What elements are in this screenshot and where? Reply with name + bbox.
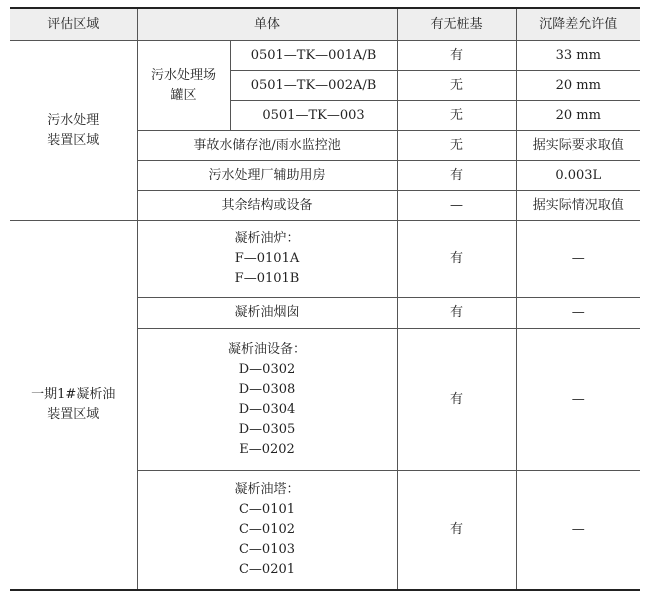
unit-cell: 0501—TK—002A/B xyxy=(230,71,397,101)
area-cell-condensate xyxy=(10,221,137,590)
unit-item: D—0304 xyxy=(238,401,296,417)
unit-cell-chimney: 凝析油烟囱 xyxy=(137,298,397,329)
unit-cell-tower xyxy=(137,471,397,590)
pile-cell: 无 xyxy=(397,71,516,101)
settlement-cell: 20 mm xyxy=(516,71,640,101)
pile-cell: 有 xyxy=(397,471,516,590)
settlement-cell: 据实际情况取值 xyxy=(516,191,640,221)
area-label-line2: 装置区域 xyxy=(47,132,100,148)
unit-cell: 其余结构或设备 xyxy=(137,191,397,221)
pile-cell: 有 xyxy=(397,161,516,191)
unit-item: E—0202 xyxy=(239,441,295,457)
unit-item: C—0201 xyxy=(238,561,296,577)
unit-cell: 0501—TK—003 xyxy=(230,101,397,131)
header-unit: 单体 xyxy=(137,8,397,41)
unit-cell-equipment xyxy=(137,329,397,471)
pile-cell: 有 xyxy=(397,298,516,329)
header-settlement: 沉降差允许值 xyxy=(516,8,640,41)
header-area: 评估区域 xyxy=(10,8,137,41)
unit-cell: 0501—TK—001A/B xyxy=(230,41,397,71)
area-label-line1: 污水处理 xyxy=(47,112,100,128)
unit-item: C—0103 xyxy=(238,541,296,557)
unit-group-title: 凝析油炉： xyxy=(234,231,300,246)
unit-cell: 事故水储存池/雨水监控池 xyxy=(137,131,397,161)
settlement-table xyxy=(10,7,640,591)
settlement-cell: — xyxy=(516,329,640,471)
unit-item: C—0102 xyxy=(238,521,296,537)
settlement-cell: 据实际要求取值 xyxy=(516,131,640,161)
subarea-cell-tank-farm xyxy=(137,41,230,131)
unit-item: F—0101B xyxy=(234,271,300,286)
settlement-cell: — xyxy=(516,298,640,329)
unit-item: C—0101 xyxy=(238,501,296,517)
unit-group-title: 凝析油设备： xyxy=(228,341,307,357)
unit-item: D—0305 xyxy=(238,421,296,437)
pile-cell: 无 xyxy=(397,101,516,131)
unit-cell: 污水处理厂辅助用房 xyxy=(137,161,397,191)
header-row xyxy=(10,8,640,41)
settlement-table-container xyxy=(10,7,640,591)
pile-cell: 无 xyxy=(397,131,516,161)
pile-cell: — xyxy=(397,191,516,221)
settlement-cell: 20 mm xyxy=(516,101,640,131)
settlement-cell: 33 mm xyxy=(516,41,640,71)
table-row xyxy=(10,41,640,71)
pile-cell: 有 xyxy=(397,41,516,71)
unit-cell-furnace xyxy=(137,221,397,298)
unit-group-title: 凝析油塔： xyxy=(234,481,300,497)
table-row xyxy=(10,221,640,298)
unit-item: D—0308 xyxy=(238,381,296,397)
pile-cell: 有 xyxy=(397,329,516,471)
area-label-line1: 一期1#凝析油 xyxy=(31,386,116,402)
settlement-cell: — xyxy=(516,221,640,298)
area-cell-wastewater xyxy=(10,41,137,221)
header-pile: 有无桩基 xyxy=(397,8,516,41)
subarea-label-line2: 罐区 xyxy=(170,87,197,103)
unit-item: D—0302 xyxy=(238,361,296,377)
settlement-cell: 0.003L xyxy=(516,161,640,191)
subarea-label-line1: 污水处理场 xyxy=(150,67,216,83)
pile-cell: 有 xyxy=(397,221,516,298)
settlement-cell: — xyxy=(516,471,640,590)
unit-item: F—0101A xyxy=(234,251,300,266)
area-label-line2: 装置区域 xyxy=(47,406,100,422)
